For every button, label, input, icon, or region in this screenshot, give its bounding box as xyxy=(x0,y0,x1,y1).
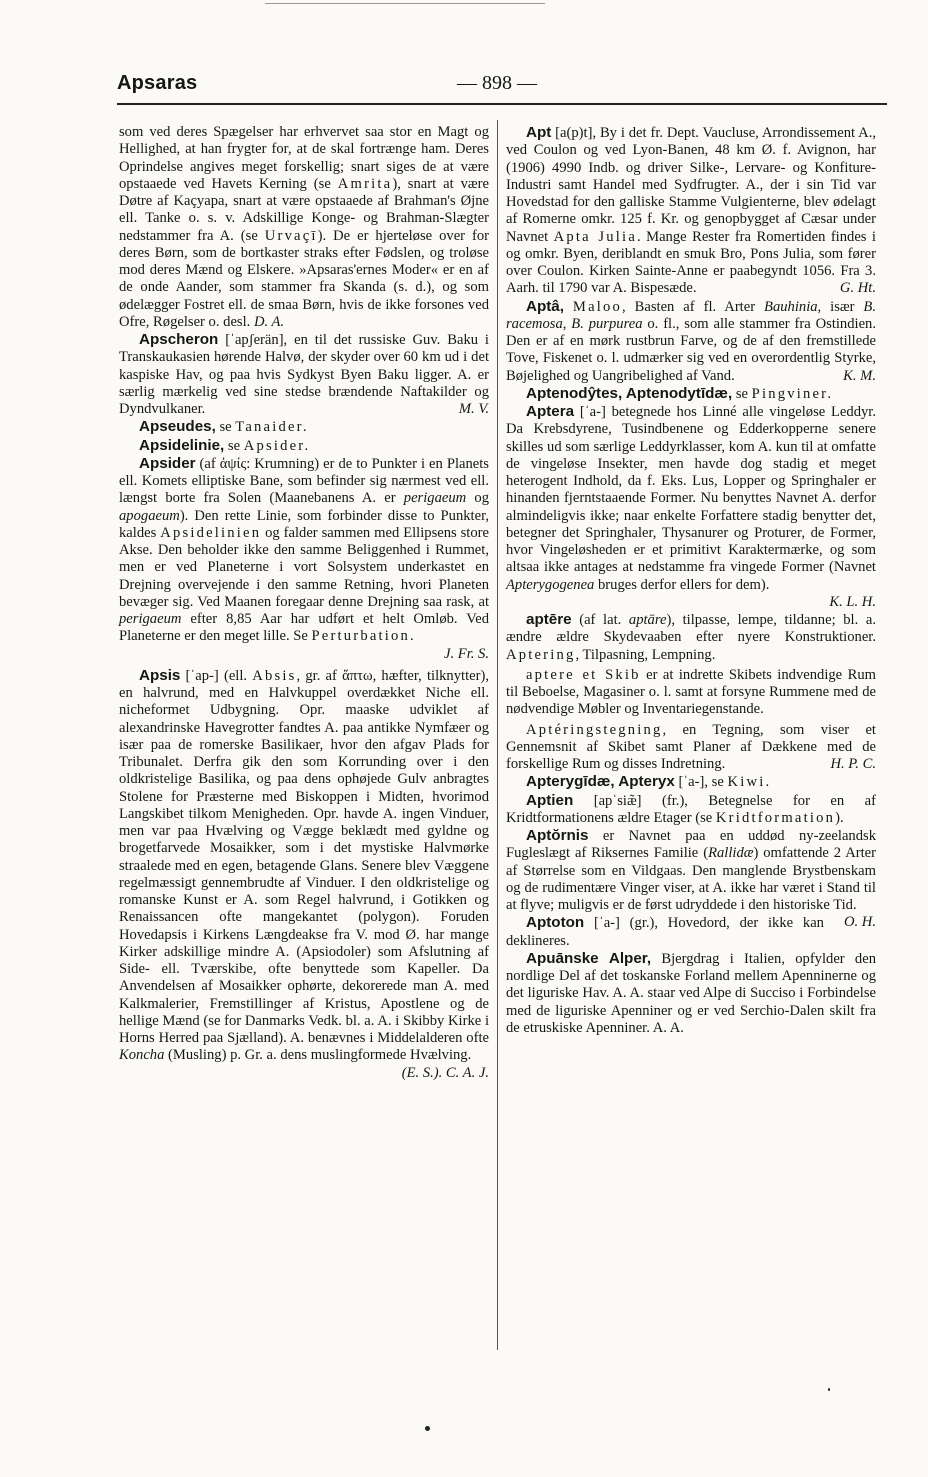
entry-aptera: Aptera [ˈa-] betegnede hos Linné alle vingeløse Leddyr. Da Krebsdyrene, Tusindbenene og Edderkopperne senere skilles ud som særlige Leddyrklasser, kom A. kun til at omfatte de vingeløse Insekter, men havde dog stadig et meget heterogent Indhold, da f. Eks. Lus, Lopper og Springhaler er hinanden fjerntstaaende Former. Nu benyttes Navnet A. derfor almindeligvis ikke; naar enkelte Forfattere stadig benytter det, betegner det Springhaler, Thysanurer og Proturer, de Former, hvor Vingeløsheden er et primitivt Karaktermærke, og som altsaa ikke antages at nedstamme fra vingede Former (Navnet Apterygogenea bruges derfor ellers for dem). xyxy=(506,403,876,593)
signature: K. L. H. xyxy=(829,593,876,610)
headword: Apt xyxy=(526,124,552,141)
headword: Aptenodŷtes, Aptenodytīdæ, xyxy=(526,384,733,402)
signature: O. H. xyxy=(843,914,876,931)
signature: K. M. xyxy=(843,367,876,384)
cross-reference: Perturbation. xyxy=(311,628,416,645)
entry-aptoton: Aptoton [ˈa-] (gr.), Hovedord, der ikke kan deklineres. xyxy=(506,914,824,949)
headword: Apsis xyxy=(139,666,181,684)
column-divider xyxy=(497,120,498,1350)
header-rule xyxy=(117,103,887,105)
headword: Aptera xyxy=(526,403,575,420)
entry-apteringstegning: Aptéringstegning, en Tegning, som viser et Gennemsnit af Skibet samt Planer af Dækkene med de forskellige Rum og disses Indretning. H. P. C. xyxy=(506,721,876,772)
top-edge-rule xyxy=(265,3,545,4)
running-head: Apsaras xyxy=(117,72,198,94)
signature: H. P. C. xyxy=(830,756,876,772)
entry-apsidelinie: Apsidelinie, se Apsider. xyxy=(139,436,311,454)
entry-apsis: Apsis [ˈap-] (ell. Absis, gr. af ἅπτω, hæfter, tilknytter), en halvrund, med en Halvkuppel overdækket Niche ell. nicheformet Udbygning. Opr. maaske udviklet af alexandrinske Havegrotter fandtes A. paa antikke Nymfæer og især paa de romerske Basilikaer, hvor den afgav Plads for Tribunalet. Derfra gik den som Korrunding over i den oldkristelige Basilika, og paa dens ophøjede Gulv anbragtes Stolene for Præsterne med Biskoppen i Midten, hvorimod Langskibet tilkom Menigheden. Opr. havde A. ingen Vinduer, men var paa Hvælving og Vægge beklædt med gyldne og brogetfarvede Mosaikker, som i det mystiske Halvmørke straalede med en egen, betagende Glans. Senere blev Væggene regelmæssigt gennembrudte af Vinduer. I den oldkristelige og romanske Kunst er A. som Regel halvrund, i Gotikken og Renaissancen ofte mangekantet (polygon). Foruden Hovedapsis i Kirkens Længdeakse fra V. mod Ø. har mange Kirker adskillige mindre A. (Apsiodoler) som Afslutning af Side- ell. Tværskibe, ofte benyttede som Kapeller. Da Anvendelsen af Mosaikker ophørte, dekorerede man A. med Kalkmalerier, Fremstillinger af Kristus, Apostlene og de hellige Mænd (se for Danmarks Vedk. bl. a. A. i Skibby Kirke i Horns Herred paa Sjælland). A. benævnes i Middelalderen ofte Koncha (Musling) p. Gr. a. dens muslingformede Hvælving. (E. S.). C. A. J. xyxy=(119,666,489,1081)
entry-apt: Apt [a(p)t], By i det fr. Dept. Vaucluse, Arrondissement A., ved Coulon og ved Lyon-Banen, 48 km Ø. f. Avignon, har (1906) 4990 Indb. og driver Silke-, Lervare- og Konfiture-Industri samt Handel med Sydfrugter. A., der i sin Tid var Hovedstad for den galliske Stamme Vulgienterne, blev ødelagt af Romerne omkr. 125 f. Kr. og genopbygget af Cæsar under Navnet Apta Julia. Mange Rester fra Romertiden findes i og omkr. Byen, deriblandt en smuk Bro, Pons Julia, som fører over Coulon. Kirken Sainte-Anne er paabegyndt 1056. Fra 3. Aarh. til 1790 var A. Bispesæde. G. Ht. xyxy=(506,124,876,297)
entry-aptere-et-skib: aptere et Skib er at indrette Skibets indvendige Rum til Beboelse, Magasiner o. l. samt at forsyne Rummene med de nødvendige Møbler og Inventariegenstande. xyxy=(506,666,876,718)
cross-reference: Tanaider. xyxy=(235,419,309,436)
left-column xyxy=(119,124,489,1082)
headword: Aptŏrnis xyxy=(526,827,589,844)
page-number: — 898 — xyxy=(457,72,537,94)
signature: M. V. xyxy=(458,401,489,417)
headword: Aptoton xyxy=(526,914,585,932)
cross-reference: Kiwi. xyxy=(727,774,772,791)
entry-apta: Aptâ, Maloo, Basten af fl. Arter Bauhinia, især B. racemosa, B. purpurea o. fl., som alle stammer fra Ostindien. Den er af en mørk rustbrun Farve, og de af den fremstillede Tove, Fiskenet o. l. udmærker sig ved en overordentlig Styrke, Bøjelighed og Uangribelighed af Vand. K. M. xyxy=(506,297,877,384)
headword: Aptien xyxy=(526,791,574,809)
entry-apterygidae: Apterygīdæ, Apteryx [ˈa-], se Kiwi. xyxy=(526,773,772,791)
entry-apsider: Apsider (af ἀψίς: Krumning) er de to Punkter i en Planets ell. Komets elliptiske Bane, som befinder sig nærmest ved ell. længst borte fra Solen (Maanebanens A. er perigaeum og apogaeum). Den rette Linie, som forbinder disse to Punkter, kaldes Apsidelinien og falder sammen med Ellipsens store Akse. Den beholder ikke den samme Beliggenhed i Rummet, men er ved Planeterne i vort Solsystem underkastet en Drejning overvejende i den samme Retning, hvori Planeten bevæger sig. Ved Maanen foregaar denne Drejning saa rask, at perigaeum efter 8,85 Aar har udført et helt Omløb. Ved Planeterne er den meget lille. Se Perturbation. xyxy=(119,454,489,645)
headword: Apsider xyxy=(139,454,196,472)
entry-aptere: aptēre (af lat. aptāre), tilpasse, lempe, tildanne; bl. a. ændre ældre Skydevaaben efter nyere Konstruktioner. Aptering, Tilpasning, Lempning. xyxy=(506,611,876,663)
entry-aptenodytes: Aptenodŷtes, Aptenodytīdæ, se Pingviner. xyxy=(526,384,834,402)
right-column xyxy=(506,124,876,1037)
signature: D. A. xyxy=(253,313,285,330)
headword: Apscheron xyxy=(139,331,219,348)
entry-apscheron: Apscheron [ˈapʃerän], en til det russiske Guv. Baku i Transkaukasien hørende Halvø, der skyder over 60 km ud i det kaspiske Hav, og paa hvis Sydkyst Byen Baku ligger. A. er særlig mærkelig ved sine stedse brændende Naftakilder og Dyndvulkaner. M. V. xyxy=(119,331,489,417)
signature: (E. S.). C. A. J. xyxy=(401,1064,489,1081)
signature: G. Ht. xyxy=(839,280,876,297)
entry-aptien: Aptien [apˈsiæ̃] (fr.), Betegnelse for en af Kridtformationens ældre Etager (se Kridtformation). xyxy=(506,791,876,826)
signature: J. Fr. S. xyxy=(444,645,489,662)
headword: aptēre xyxy=(526,611,572,628)
cross-reference: Pingviner. xyxy=(751,385,834,402)
headword: Apterygīdæ, Apteryx xyxy=(526,773,675,791)
headword: Apseudes, xyxy=(139,418,216,436)
entry-aptornis: Aptŏrnis er Navnet paa en uddød ny-zeelandsk Fugleslægt af Riksernes Familie (Rallidæ) omfattende 2 Arter af Størrelse som en Vildgaas. Den manglende Brystbenskam og de rudimentære Vinger viser, at A. ikke har været i Stand til at flyve; muligvis er de først udryddede i den historiske Tid. O. H. xyxy=(506,827,876,931)
headword: Aptâ, xyxy=(526,297,564,315)
page-header xyxy=(117,66,817,100)
entry-apseudes: Apseudes, se Tanaider. xyxy=(139,418,309,436)
headword: Apsidelinie, xyxy=(139,436,225,454)
entry-apsaras-continued: som ved deres Spægelser har erhvervet saa stor en Magt og Hellighed, at han frygter for, at de skal fortrænge ham. Deres Oprindelse angives meget forskellig; snart siges de at være opstaaede ved Havets Kerning (se Amrita), snart at være Døtre af Kaçyapa, snart at være opstaaede af Brahman's Øjne ell. Tanke o. s. v. Adskillige Konge- og Brahman-Slægter nedstammer fra A. (se Urvaçī). De er hjerteløse over for deres Børn, som de bortkaster straks efter Fødslen, og troløse mod deres Mænd og Elskere. »Apsaras'ernes Moder« er en af de onde Aander, som stammer fra Skanda (s. d.), og som ødelægger Fostret ell. de smaa Børn, hvis de ikke forsones ved Ofre, Røgelser o. desl. D. A. xyxy=(119,124,490,330)
headword: Apuānske Alper, xyxy=(526,949,652,967)
entry-apuanske-alper: Apuānske Alper, Bjergdrag i Italien, opfylder den nordlige Del af det toskanske Forland mellem Apenninerne og det liguriske Hav. A. A. staar ved Alpe di Succiso i Forbindelse med de liguriske Apenniner og er ved Serchio-Dalen skilt fra de etruskiske Apenniner. A. A. xyxy=(506,949,876,1036)
cross-reference: Apsider. xyxy=(243,437,311,454)
print-speck xyxy=(828,1388,830,1391)
print-speck xyxy=(425,1426,430,1431)
